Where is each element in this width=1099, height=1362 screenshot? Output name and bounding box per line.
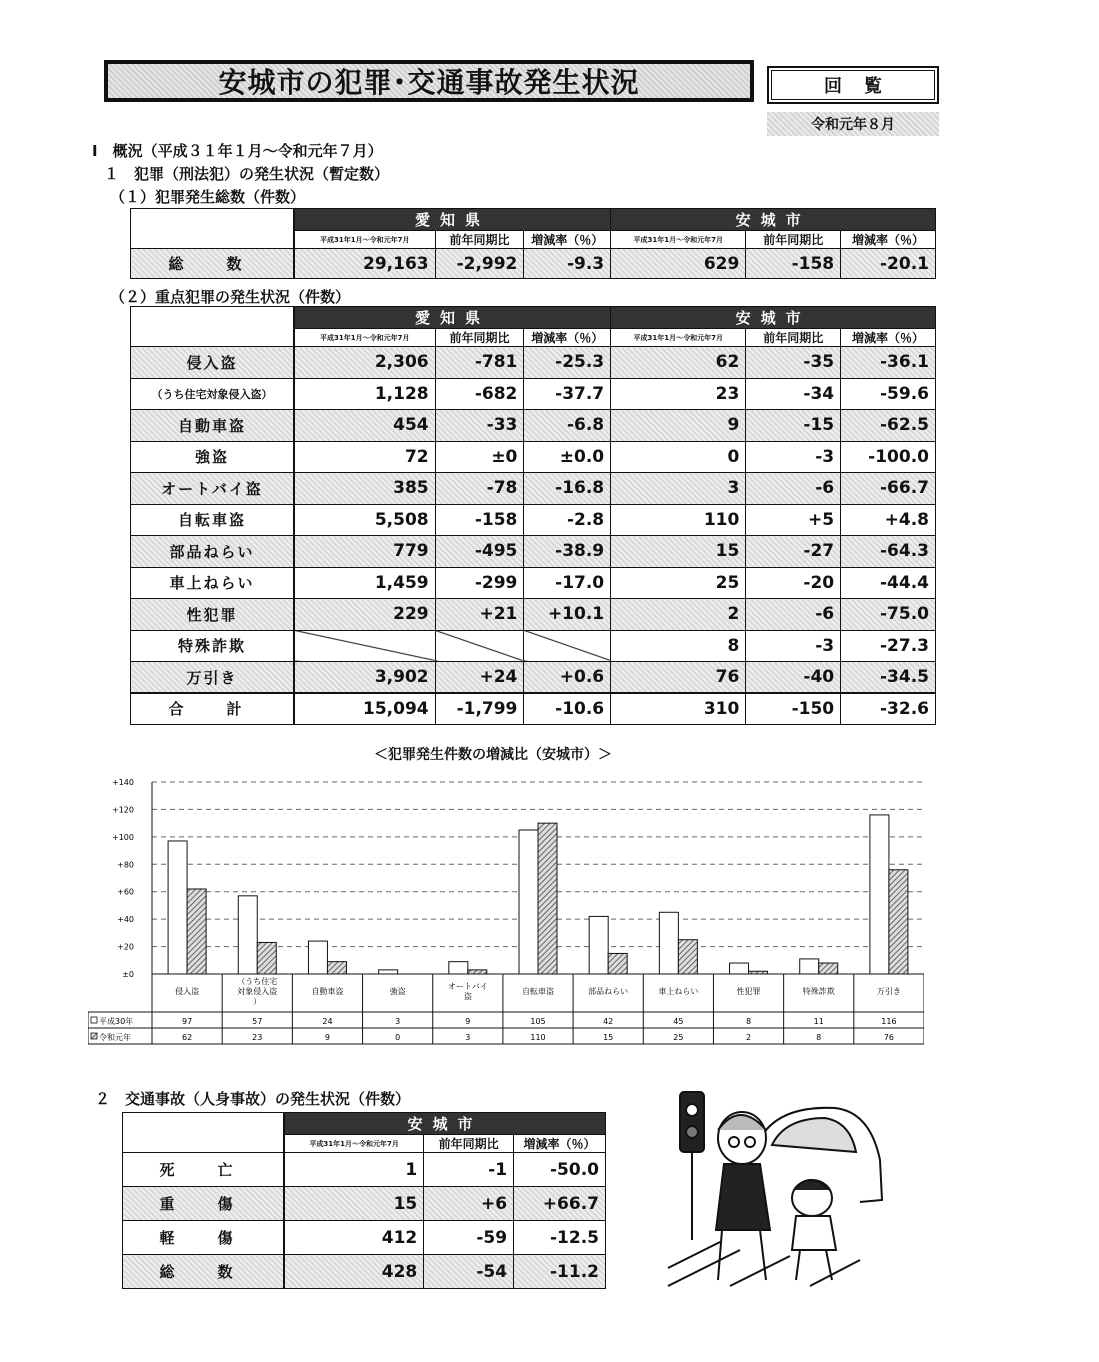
data-label: 45 xyxy=(673,1017,684,1026)
cell xyxy=(524,630,611,662)
cell: -59.6 xyxy=(841,378,936,410)
anjo-header: 安城市 xyxy=(611,209,936,231)
table-row xyxy=(131,347,936,379)
x-tick-label: 部品ねらい xyxy=(588,987,629,996)
cell: ±0 xyxy=(435,441,524,473)
cell: 428 xyxy=(284,1255,424,1289)
corner-cell xyxy=(131,209,294,249)
bar-r1 xyxy=(749,971,768,974)
cell: -682 xyxy=(435,378,524,410)
cell: 412 xyxy=(284,1221,424,1255)
table-row xyxy=(131,599,936,631)
kairan-label: 回覧 xyxy=(771,70,935,100)
cell: -78 xyxy=(435,473,524,505)
cell: -25.3 xyxy=(524,347,611,379)
table-row xyxy=(131,378,936,410)
bar-h30 xyxy=(659,912,678,974)
data-label: 62 xyxy=(181,1033,193,1042)
data-label: 0 xyxy=(395,1033,401,1042)
period-col-header: 平成31年1月～令和元年7月 xyxy=(611,329,746,347)
cell: -6.8 xyxy=(524,410,611,442)
cell: +5 xyxy=(746,504,841,536)
y-tick-label: +100 xyxy=(112,832,134,842)
cell: 385 xyxy=(294,473,435,505)
bar-h30 xyxy=(449,962,468,974)
row-label: 万引き xyxy=(131,662,294,694)
cell: -38.9 xyxy=(524,536,611,568)
bar-h30 xyxy=(870,815,889,974)
total-crime-table xyxy=(130,208,936,279)
data-label: 8 xyxy=(745,1017,752,1026)
pedestrian-crossing-illustration xyxy=(660,1090,890,1290)
row-label: 重 傷 xyxy=(123,1187,285,1221)
cell: 76 xyxy=(611,662,746,694)
data-label: 110 xyxy=(530,1033,546,1042)
cell: +10.1 xyxy=(524,599,611,631)
cell: -32.6 xyxy=(841,693,936,724)
cell: -150 xyxy=(746,693,841,724)
cell: -15 xyxy=(746,410,841,442)
cell: -36.1 xyxy=(841,347,936,379)
bar-h30 xyxy=(238,896,257,974)
data-label: 9 xyxy=(465,1017,471,1026)
cell: 1,128 xyxy=(294,378,435,410)
row-label: 強盗 xyxy=(131,441,294,473)
row-label: 自転車盗 xyxy=(131,504,294,536)
cell: -2,992 xyxy=(435,249,524,279)
cell: -54 xyxy=(424,1255,514,1289)
cell: -62.5 xyxy=(841,410,936,442)
page-title xyxy=(104,60,754,102)
chart-title: ＜犯罪発生件数の増減比（安城市）＞ xyxy=(374,747,612,763)
y-tick-label: +60 xyxy=(117,887,134,897)
cell: 15,094 xyxy=(294,693,435,724)
corner-cell xyxy=(131,307,294,347)
traffic-heading: ２ 交通事故（人身事故）の発生状況（件数） xyxy=(95,1090,411,1108)
data-label: 3 xyxy=(465,1033,471,1042)
period-col-header: 平成31年1月～令和元年7月 xyxy=(294,329,435,347)
bar-r1 xyxy=(187,889,206,974)
x-tick-label: 侵入盗 xyxy=(175,987,200,996)
cell: -495 xyxy=(435,536,524,568)
data-label: 11 xyxy=(813,1017,824,1026)
cell: -20 xyxy=(746,567,841,599)
bar-r1 xyxy=(819,963,838,974)
bar-h30 xyxy=(308,941,327,974)
cell: -6 xyxy=(746,599,841,631)
cell: +24 xyxy=(435,662,524,694)
data-label: 105 xyxy=(530,1017,546,1026)
section1-heading: Ⅰ 概況（平成３１年１月～令和元年７月） xyxy=(92,142,383,160)
data-label: 116 xyxy=(881,1017,897,1026)
key-crime-table xyxy=(130,306,936,725)
cell: -3 xyxy=(746,441,841,473)
row-label: 自動車盗 xyxy=(131,410,294,442)
cell: 310 xyxy=(611,693,746,724)
cell: -100.0 xyxy=(841,441,936,473)
bar-h30 xyxy=(800,959,819,974)
data-label: 15 xyxy=(603,1033,614,1042)
bar-r1 xyxy=(889,870,908,974)
data-label: 57 xyxy=(252,1017,263,1026)
row-label: 軽 傷 xyxy=(123,1221,285,1255)
cell: -44.4 xyxy=(841,567,936,599)
crime-subheading: １ 犯罪（刑法犯）の発生状況（暫定数） xyxy=(104,165,390,183)
bar-h30 xyxy=(589,916,608,974)
row-label: 合 計 xyxy=(131,693,294,724)
cell: -9.3 xyxy=(524,249,611,279)
y-tick-label: ±0 xyxy=(122,970,134,979)
data-label: 8 xyxy=(816,1033,822,1042)
cell: -59 xyxy=(424,1221,514,1255)
cell: -1,799 xyxy=(435,693,524,724)
cell: 3,902 xyxy=(294,662,435,694)
cell: 29,163 xyxy=(294,249,435,279)
row-label: 部品ねらい xyxy=(131,536,294,568)
x-tick-label: 自転車盗 xyxy=(522,987,554,996)
cell: 2,306 xyxy=(294,347,435,379)
cell: 62 xyxy=(611,347,746,379)
bar-r1 xyxy=(608,953,627,974)
yoy-col-header: 前年同期比 xyxy=(746,329,841,347)
data-label: 24 xyxy=(322,1017,333,1026)
row-label: 特殊詐欺 xyxy=(131,630,294,662)
cell: +4.8 xyxy=(841,504,936,536)
cell: -16.8 xyxy=(524,473,611,505)
crime-ratio-chart xyxy=(88,770,924,1055)
cell: -66.7 xyxy=(841,473,936,505)
x-tick-label: 自動車盗 xyxy=(311,987,344,996)
cell: 629 xyxy=(611,249,746,279)
bar-r1 xyxy=(257,942,276,974)
bar-h30 xyxy=(168,841,187,974)
kairan-box xyxy=(767,66,939,104)
data-label: 9 xyxy=(324,1033,331,1042)
cell: -6 xyxy=(746,473,841,505)
yoy-col-header: 前年同期比 xyxy=(435,329,524,347)
cell: -35 xyxy=(746,347,841,379)
legend-label: 平成30年 xyxy=(99,1017,134,1026)
row-label: 総 数 xyxy=(123,1255,285,1289)
rate-col-header: 増減率（％） xyxy=(524,231,611,249)
cell: +0.6 xyxy=(524,662,611,694)
y-tick-label: +120 xyxy=(112,805,134,815)
cell: -40 xyxy=(746,662,841,694)
cell xyxy=(294,630,435,662)
cell: -17.0 xyxy=(524,567,611,599)
table-row xyxy=(131,536,936,568)
total-row xyxy=(131,693,936,724)
cell xyxy=(435,630,524,662)
y-tick-label: +80 xyxy=(117,860,134,870)
cell: -37.7 xyxy=(524,378,611,410)
cell: -158 xyxy=(746,249,841,279)
cell: -299 xyxy=(435,567,524,599)
period-col-header: 平成31年1月～令和元年7月 xyxy=(611,231,746,249)
rate-col-header: 増減率（％） xyxy=(841,329,936,347)
cell: 72 xyxy=(294,441,435,473)
cell: 1 xyxy=(284,1153,424,1187)
table-row xyxy=(123,1255,606,1289)
cell: -2.8 xyxy=(524,504,611,536)
cell: -64.3 xyxy=(841,536,936,568)
cell: +66.7 xyxy=(514,1187,606,1221)
table-row xyxy=(131,630,936,662)
cell: 454 xyxy=(294,410,435,442)
crime-table-heading: （２）重点犯罪の発生状況（件数） xyxy=(110,288,351,306)
table-row xyxy=(131,473,936,505)
cell: 0 xyxy=(611,441,746,473)
row-label: 性犯罪 xyxy=(131,599,294,631)
x-tick-label: 車上ねらい xyxy=(658,987,699,996)
cell: 1,459 xyxy=(294,567,435,599)
period-col-header: 平成31年1月～令和元年7月 xyxy=(284,1135,424,1153)
data-label: 97 xyxy=(181,1017,193,1026)
legend-label: 令和元年 xyxy=(99,1033,131,1042)
cell: ±0.0 xyxy=(524,441,611,473)
bar-r1 xyxy=(327,962,346,974)
table-row xyxy=(131,504,936,536)
aichi-header: 愛知県 xyxy=(294,307,611,329)
rate-col-header: 増減率（％） xyxy=(524,329,611,347)
y-tick-label: +40 xyxy=(117,915,134,925)
cell: -34.5 xyxy=(841,662,936,694)
period-col-header: 平成31年1月～令和元年7月 xyxy=(294,231,435,249)
cell: 110 xyxy=(611,504,746,536)
row-label: オートバイ盗 xyxy=(131,473,294,505)
cell: +21 xyxy=(435,599,524,631)
cell: -34 xyxy=(746,378,841,410)
cell: +6 xyxy=(424,1187,514,1221)
rate-col-header: 増減率（％） xyxy=(841,231,936,249)
data-label: 2 xyxy=(745,1033,752,1042)
data-label: 3 xyxy=(395,1017,401,1026)
cell: 9 xyxy=(611,410,746,442)
cell: -75.0 xyxy=(841,599,936,631)
x-tick-label: 特殊詐欺 xyxy=(802,987,835,996)
table-row xyxy=(123,1221,606,1255)
anjo-header: 安城市 xyxy=(284,1113,605,1135)
legend-swatch xyxy=(91,1017,97,1023)
cell: -12.5 xyxy=(514,1221,606,1255)
cell: -27.3 xyxy=(841,630,936,662)
cell: 779 xyxy=(294,536,435,568)
data-label: 25 xyxy=(673,1033,684,1042)
cell: 8 xyxy=(611,630,746,662)
yoy-col-header: 前年同期比 xyxy=(746,231,841,249)
cell: -781 xyxy=(435,347,524,379)
issue-date: 令和元年８月 xyxy=(767,112,939,136)
row-label: 死 亡 xyxy=(123,1153,285,1187)
data-label: 76 xyxy=(883,1033,895,1042)
cell: 25 xyxy=(611,567,746,599)
rate-col-header: 増減率（％） xyxy=(514,1135,606,1153)
row-label: 侵入盗 xyxy=(131,347,294,379)
bar-r1 xyxy=(678,940,697,974)
yoy-col-header: 前年同期比 xyxy=(424,1135,514,1153)
bar-h30 xyxy=(379,970,398,974)
table-row xyxy=(131,662,936,694)
cell: 229 xyxy=(294,599,435,631)
data-label: 42 xyxy=(603,1017,614,1026)
y-tick-label: +20 xyxy=(117,942,134,952)
x-tick-label: 強盗 xyxy=(389,987,406,996)
table-row xyxy=(131,441,936,473)
x-tick-label: 性犯罪 xyxy=(736,987,761,996)
bar-r1 xyxy=(538,823,557,974)
x-tick-label: （うち住宅対象侵入盗） xyxy=(237,977,278,1006)
cell: -27 xyxy=(746,536,841,568)
bar-h30 xyxy=(519,830,538,974)
cell: -50.0 xyxy=(514,1153,606,1187)
cell: -11.2 xyxy=(514,1255,606,1289)
x-tick-label: 万引き xyxy=(876,987,901,996)
cell: 2 xyxy=(611,599,746,631)
traffic-accident-table xyxy=(122,1112,606,1289)
cell: 15 xyxy=(284,1187,424,1221)
cell: -33 xyxy=(435,410,524,442)
x-tick-label: オートバイ盗 xyxy=(447,982,488,1001)
total-row-label: 総 数 xyxy=(131,249,294,279)
bar-h30 xyxy=(730,963,749,974)
cell: -3 xyxy=(746,630,841,662)
anjo-header: 安城市 xyxy=(611,307,936,329)
table-row xyxy=(131,567,936,599)
table-row xyxy=(131,410,936,442)
cell: 5,508 xyxy=(294,504,435,536)
cell: -1 xyxy=(424,1153,514,1187)
cell: -20.1 xyxy=(841,249,936,279)
legend-swatch xyxy=(91,1033,97,1039)
cell: 23 xyxy=(611,378,746,410)
cell: 15 xyxy=(611,536,746,568)
corner-cell xyxy=(123,1113,285,1153)
cell: 3 xyxy=(611,473,746,505)
row-label: （うち住宅対象侵入盗） xyxy=(131,378,294,410)
row-label: 車上ねらい xyxy=(131,567,294,599)
y-tick-label: +140 xyxy=(112,778,134,787)
cell: -158 xyxy=(435,504,524,536)
data-label: 23 xyxy=(252,1033,263,1042)
bar-r1 xyxy=(468,970,487,974)
yoy-col-header: 前年同期比 xyxy=(435,231,524,249)
page-title-text: 安城市の犯罪･交通事故発生状況 xyxy=(218,66,640,99)
aichi-header: 愛知県 xyxy=(294,209,611,231)
cell: -10.6 xyxy=(524,693,611,724)
table-row xyxy=(123,1153,606,1187)
total-table-heading: （１）犯罪発生総数（件数） xyxy=(110,188,306,206)
table-row xyxy=(123,1187,606,1221)
